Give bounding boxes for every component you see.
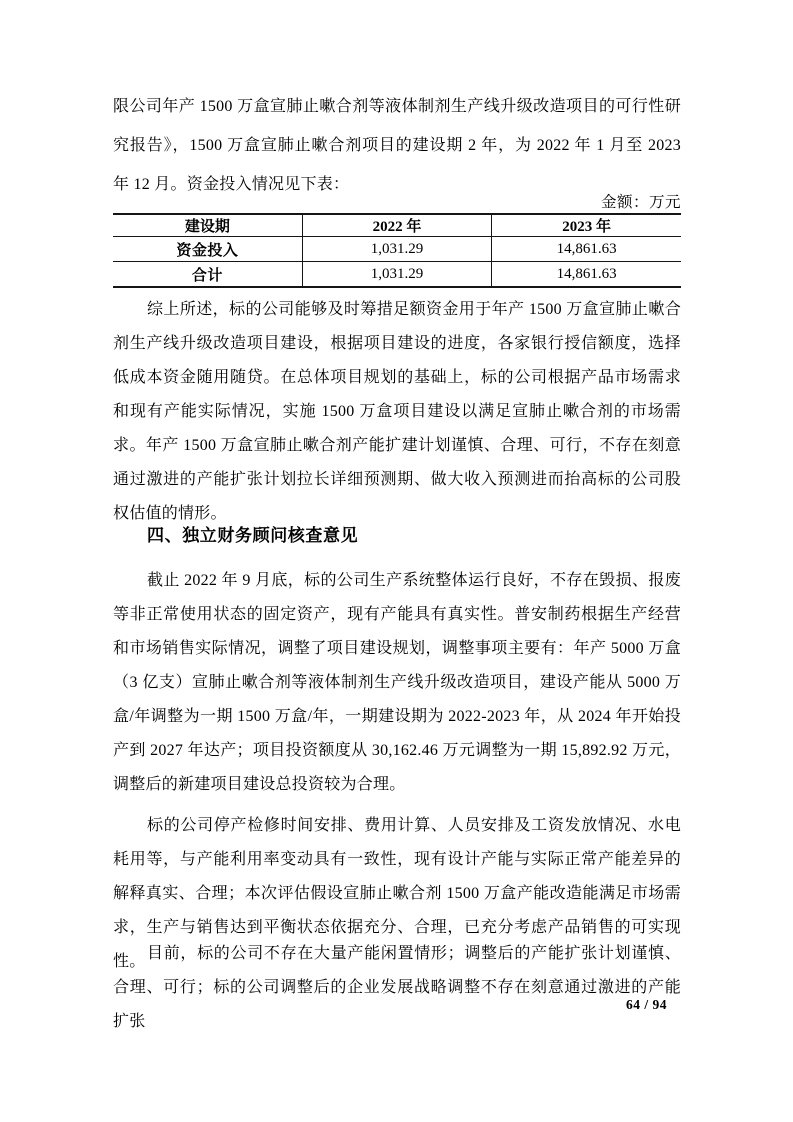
section-heading: 四、独立财务顾问核查意见	[147, 526, 359, 545]
table-row-investment	[113, 237, 681, 262]
total-2023-value: 14,861.63	[492, 262, 681, 288]
page-number: 64 / 94	[626, 997, 668, 1012]
opinion-paragraph-1: 截止 2022 年 9 月底，标的公司生产系统整体运行良好，不存在毁损、报废等非正常使用状态的固定资产，现有产能具有真实性。普安制药根据生产经营和市场销售实际情况，调整了项目建设规划，调整事项主要有：年产 5000 万盒（3 亿支）宣肺止嗽合剂等液体制剂生产线升级改造项目，建设产能从 5000 万盒/年调整为一期 1500 万盒/年，一期建设期为 2022-2023 年，从 2024 年开始投产到 2027 年达产；项目投资额度从 30,162.46 万元调整为一期 15,892.92 万元，调整后的新建项目建设总投资较为合理。	[113, 572, 681, 793]
intro-paragraph: 限公司年产 1500 万盒宣肺止嗽合剂等液体制剂生产线升级改造项目的可行性研究报告》，1500 万盒宣肺止嗽合剂项目的建设期 2 年，为 2022 年 1 月至 2023 年 12 月。资金投入情况见下表：	[113, 98, 681, 193]
investment-table	[113, 213, 681, 288]
investment-2022-value: 1,031.29	[302, 237, 491, 262]
summary-paragraph: 综上所述，标的公司能够及时筹措足额资金用于年产 1500 万盒宣肺止嗽合剂生产线升级改造项目建设，根据项目建设的进度，各家银行授信额度，选择低成本资金随用随贷。在总体项目规划的基础上，标的公司根据产品市场需求和现有产能实际情况，实施 1500 万盒项目建设以满足宣肺止嗽合剂的市场需求。年产 1500 万盒宣肺止嗽合剂产能扩建计划谨慎、合理、可行，不存在刻意通过激进的产能扩张计划拉长详细预测期、做大收入预测进而抬高标的公司股权估值的情形。	[113, 301, 681, 522]
table-header-2023: 2023 年	[492, 214, 681, 237]
investment-2023-value: 14,861.63	[492, 237, 681, 262]
opinion-paragraph-3: 目前，标的公司不存在大量产能闲置情形；调整后的产能扩张计划谨慎、合理、可行；标的公司调整后的企业发展战略调整不存在刻意通过激进的产能扩张	[113, 945, 681, 1030]
total-2022-value: 1,031.29	[302, 262, 491, 288]
opinion-paragraph-2: 标的公司停产检修时间安排、费用计算、人员安排及工资发放情况、水电耗用等，与产能利用率变动具有一致性，现有设计产能与实际正常产能差异的解释真实、合理；本次评估假设宣肺止嗽合剂 1500 万盒产能改造能满足市场需求，生产与销售达到平衡状态依据充分、合理，已充分考虑产品销售的可实现性。	[113, 817, 681, 970]
table-header-2022: 2022 年	[302, 214, 491, 237]
row-label-total: 合计	[113, 262, 302, 288]
table-header-period: 建设期	[113, 214, 302, 237]
amount-unit-label: 金额：万元	[600, 194, 681, 211]
table-row-total	[113, 262, 681, 288]
table-header-row	[113, 214, 681, 237]
row-label-investment: 资金投入	[113, 237, 302, 262]
